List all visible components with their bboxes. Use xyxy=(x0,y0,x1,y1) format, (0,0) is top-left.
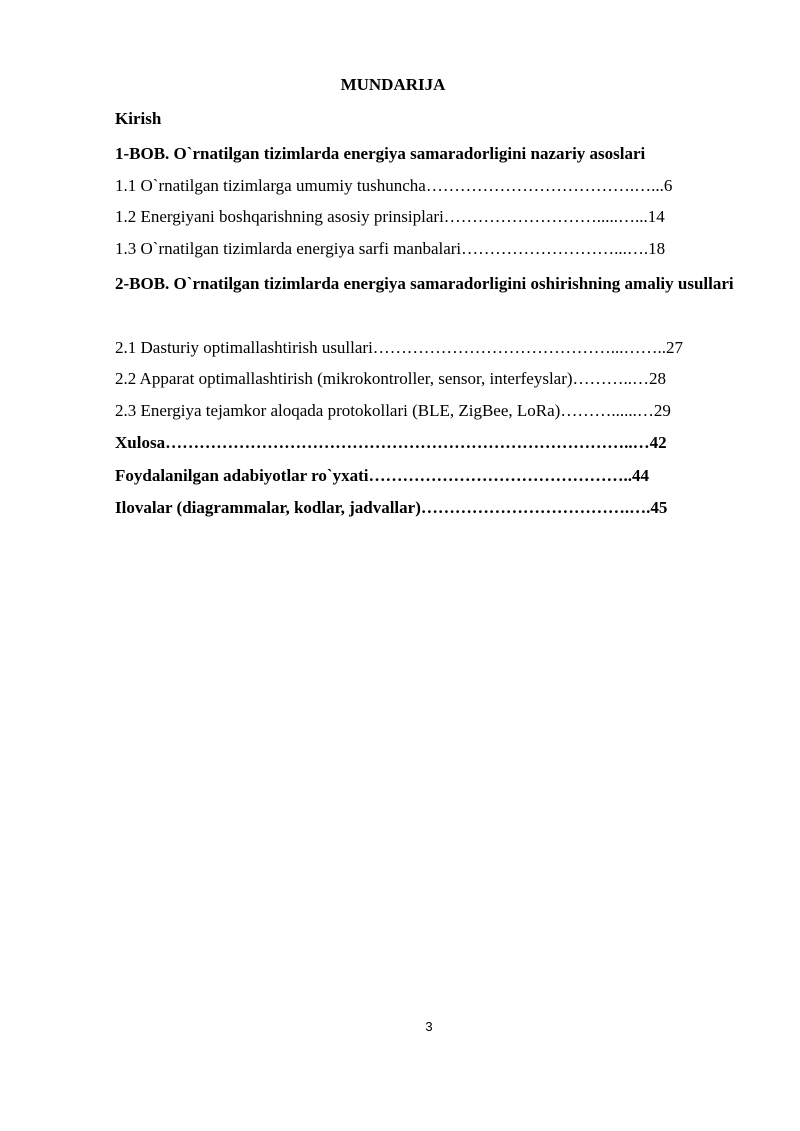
toc-entry-references: Foydalanilgan adabiyotlar ro`yxati………………………………………..44 xyxy=(115,466,649,485)
toc-entry-2-2: 2.2 Apparat optimallashtirish (mikrokontroller, sensor, interfeyslar)………..…28 xyxy=(115,369,667,388)
toc-entry-intro: Kirish xyxy=(115,109,162,128)
toc-entry-appendix: Ilovalar (diagrammalar, kodlar, jadvallar)……………………………….….45 xyxy=(115,498,668,517)
page-title: MUNDARIJA xyxy=(340,75,446,94)
toc-entry-1-2: 1.2 Energiyani boshqarishning asosiy prinsiplari……………………….....…...14 xyxy=(115,207,665,226)
toc-entry-1-3: 1.3 O`rnatilgan tizimlarda energiya sarfi manbalari………………………...….18 xyxy=(115,239,666,258)
toc-entry-1-1: 1.1 O`rnatilgan tizimlarga umumiy tushuncha……………………………….…...6 xyxy=(115,176,673,195)
toc-entry-2-3: 2.3 Energiya tejamkor aloqada protokollari (BLE, ZigBee, LoRa)………......…29 xyxy=(115,401,671,420)
toc-chapter-1-heading: 1-BOB. O`rnatilgan tizimlarda energiya samaradorligini nazariy asoslari xyxy=(115,144,646,163)
toc-chapter-2-heading: 2-BOB. O`rnatilgan tizimlarda energiya samaradorligini oshirishning amaliy usullari xyxy=(115,274,734,293)
toc-entry-conclusion: Xulosa………………………………………………………………………..…42 xyxy=(115,433,667,452)
toc-entry-2-1: 2.1 Dasturiy optimallashtirish usullari……………………………………...……..27 xyxy=(115,338,684,357)
page-number: 3 xyxy=(425,1019,433,1034)
